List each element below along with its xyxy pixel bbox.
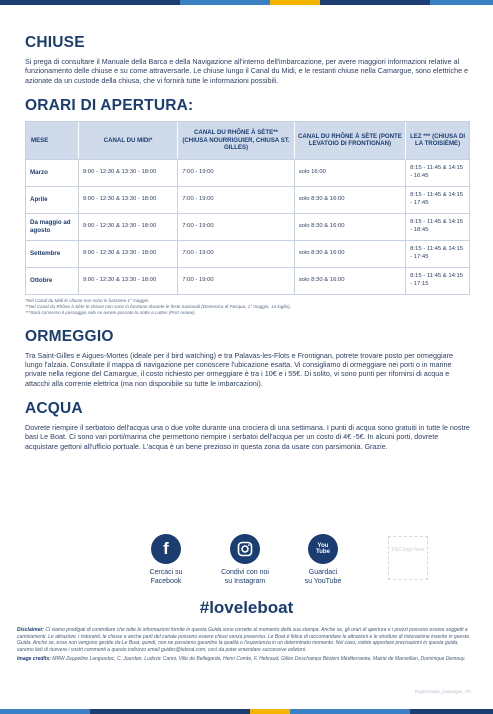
hours-cell: 8:15 - 11:45 & 14:15 - 17:45 [406, 240, 469, 267]
month-cell: Marzo [26, 159, 79, 186]
instagram-link[interactable] [205, 534, 285, 586]
disclaimer [17, 627, 473, 663]
youtube-link[interactable] [283, 534, 363, 586]
ormeggio-text: Tra Saint-Gilles e Aigues-Mortes (ideale per il bird watching) e tra Palavas-les-Flots e Frontignan, potrete trovare posto per ormeggiare lungo l'alzaia. Consultate il mappa di navigazione per conoscere l'ubicazione esatta. Vi consigliamo di ormeggiare nei porti o in marine private nella regione del Camargue, il costo richiesto per ormeggiare è tra i 10€ e i 55€. Di solito, vi sono punti per rifornirsi di acqua e attacchi alla corrente elettrica (ma non disponibile su tutte le imbarcazioni). [25, 350, 453, 388]
header-rhone-sete-ponte: CANAL DU RHÔNE À SÈTE (PONTE LEVATOIO DI FRONTIGNAN) [295, 122, 406, 159]
table-header-row [26, 122, 469, 159]
acqua-heading: ACQUA [25, 400, 83, 418]
bottom-color-stripe [0, 709, 493, 714]
hours-cell: 7:00 - 19:00 [178, 240, 294, 267]
footnote: *Nel Canal du Midi le chiuse non sono in funzione 1° maggio. [25, 297, 150, 303]
hours-cell: solo 16:00 [295, 159, 406, 186]
hours-cell: 9:00 - 12:30 & 13:30 - 18:00 [79, 240, 178, 267]
hours-cell: 8:15 - 11:45 & 14:15 - 16:45 [406, 159, 469, 186]
month-cell: Da maggio ad agosto [26, 213, 79, 240]
hours-cell: solo 8:30 & 16:00 [295, 240, 406, 267]
ormeggio-heading: ORMEGGIO [25, 327, 114, 345]
hours-cell: 8:15 - 11:45 & 14:15 - 17:15 [406, 267, 469, 294]
hours-cell: 9:00 - 12:30 & 13:30 - 18:00 [79, 159, 178, 186]
facebook-icon[interactable]: f [151, 534, 181, 564]
instagram-label[interactable]: Condivi con noi su Instagram [221, 569, 269, 585]
month-cell: Settembre [26, 240, 79, 267]
hours-cell: 8:15 - 11:45 & 14:15 - 18:45 [406, 213, 469, 240]
hashtag-loveleboat: #loveleboat [199, 598, 294, 617]
hours-cell: solo 8:30 & 16:00 [295, 213, 406, 240]
month-cell: Aprile [26, 186, 79, 213]
instagram-icon[interactable] [230, 534, 260, 564]
fsc-logo-placeholder: FSC logo here [388, 536, 428, 580]
hours-cell: solo 8:30 & 16:00 [295, 267, 406, 294]
table-row [26, 267, 469, 294]
hours-cell: 9:00 - 12:30 & 13:30 - 18:00 [79, 186, 178, 213]
header-mese: MESE [26, 122, 79, 159]
facebook-label[interactable]: Cercaci su Facebook [149, 569, 183, 585]
hours-cell: 7:00 - 19:00 [178, 186, 294, 213]
month-cell: Ottobre [26, 267, 79, 294]
hours-cell: 7:00 - 19:00 [178, 267, 294, 294]
top-color-stripe [0, 0, 493, 5]
facebook-link[interactable] [126, 534, 206, 586]
credits-label: Image credits: [17, 656, 51, 663]
footnote: **Nel Canal du Rhône à Sète le chiuse non sono in funzione durante le feste nazionali (Domenica di Pasqua, 1° maggio, 14 luglio). [25, 303, 291, 309]
acqua-text: Dovrete riempire il serbatoio dell'acqua una o due volte durante una crociera di una settimana. I punti di acqua sono gratuiti in tutte le nostre basi Le Boat. Ci sono vari porti/marina che permettono riempire i serbatoi dell'acqua per un costo di 4€ -5€. In alcuni porti, dovrete acquistare gettoni all'ufficio portuale. L'acqua è un bene prezioso in questa zona da usare con parsimonia. Grazie. [25, 423, 470, 451]
hours-cell: 7:00 - 19:00 [178, 159, 294, 186]
hours-cell: 8:15 - 11:45 & 14:15 - 17:45 [406, 186, 469, 213]
table-row [26, 240, 469, 267]
disclaimer-text: Ci siamo prodigati di controllare che tutte le informazioni fornite in questa Guida sono corrette al momento della sua stampa. Anche se, gli orari di apertura e i prezzi possono essere soggetti a cambiamenti. Le attrazioni, i ristoranti, le chiuse e anche parti del canale possono essere chiusi senza preavviso. Le Boat è felice di raccomandare le attrazioni e le strutture di ristorazione inserite in questa Guida. Anche se, esse non vengono gestite da Le Boat, quindi, non ne possiamo garantire la qualità o l'esperienza in un determinato momento. Nel caso, volete apportare precisazioni in questa guida, saremo lieti di ricevere i vostri commenti a questo indirizzo email guides@leboat.com, così da poter emendare successive edizioni. [17, 627, 469, 653]
chiuse-heading: CHIUSE [25, 34, 85, 51]
social-links [0, 534, 493, 594]
document-reference: RegionGuide_Camargue_ITA [414, 689, 471, 694]
footnote: ***Sarà concesso il passaggio solo se avrete passato la notte a Lattes (Port Ariane). [25, 309, 196, 315]
table-row [26, 186, 469, 213]
chiuse-text: Si prega di consultare il Manuale della Barca e della Navigazione all'interno dell'imbarcazione, per avere maggiori informazioni relative al funzionamento delle chiuse e su come attraversarle. Le chiuse lungo il Canal du Midi, e le restanti chiuse nella Camargue, sono elettriche e azionate da un custode della chiusa, che vi fornirà tutte le informazioni possibili. [25, 57, 469, 85]
hours-cell: 9:00 - 12:30 & 13:30 - 18:00 [79, 213, 178, 240]
youtube-label[interactable]: Guardaci su YouTube [304, 569, 342, 585]
header-rhone-sete-chiuse: CANAL DU RHÔNE À SÈTE** (CHIUSA NOURRIGUIER, CHIUSA ST. GILLES) [178, 122, 294, 159]
disclaimer-label: Disclaimer: [17, 627, 44, 633]
hours-cell: 9:00 - 12:30 & 13:30 - 18:00 [79, 267, 178, 294]
table-footnotes [25, 298, 471, 316]
header-lez: LEZ *** (CHIUSA DI LA TROISIÈME) [406, 122, 469, 159]
hours-cell: solo 8:30 & 16:00 [295, 186, 406, 213]
orari-heading: ORARI DI APERTURA: [25, 96, 194, 114]
page-content [25, 34, 471, 451]
youtube-icon[interactable]: You Tube [308, 534, 338, 564]
hours-cell: 7:00 - 19:00 [178, 213, 294, 240]
credits-text: MRW Zeppeline Languedoc, C. Jourdan, Ludovic Carini, Ville de Bellegarde, Henri Comte, F. Hebraud, Gilles Deschamps Béziers Méditerranée, Mairie de Marseillan, Dominique Demouy. [50, 656, 466, 663]
table-row [26, 159, 469, 186]
opening-hours-table [25, 121, 470, 295]
table-row [26, 213, 469, 240]
header-canal-du-midi: CANAL DU MIDI* [79, 122, 178, 159]
